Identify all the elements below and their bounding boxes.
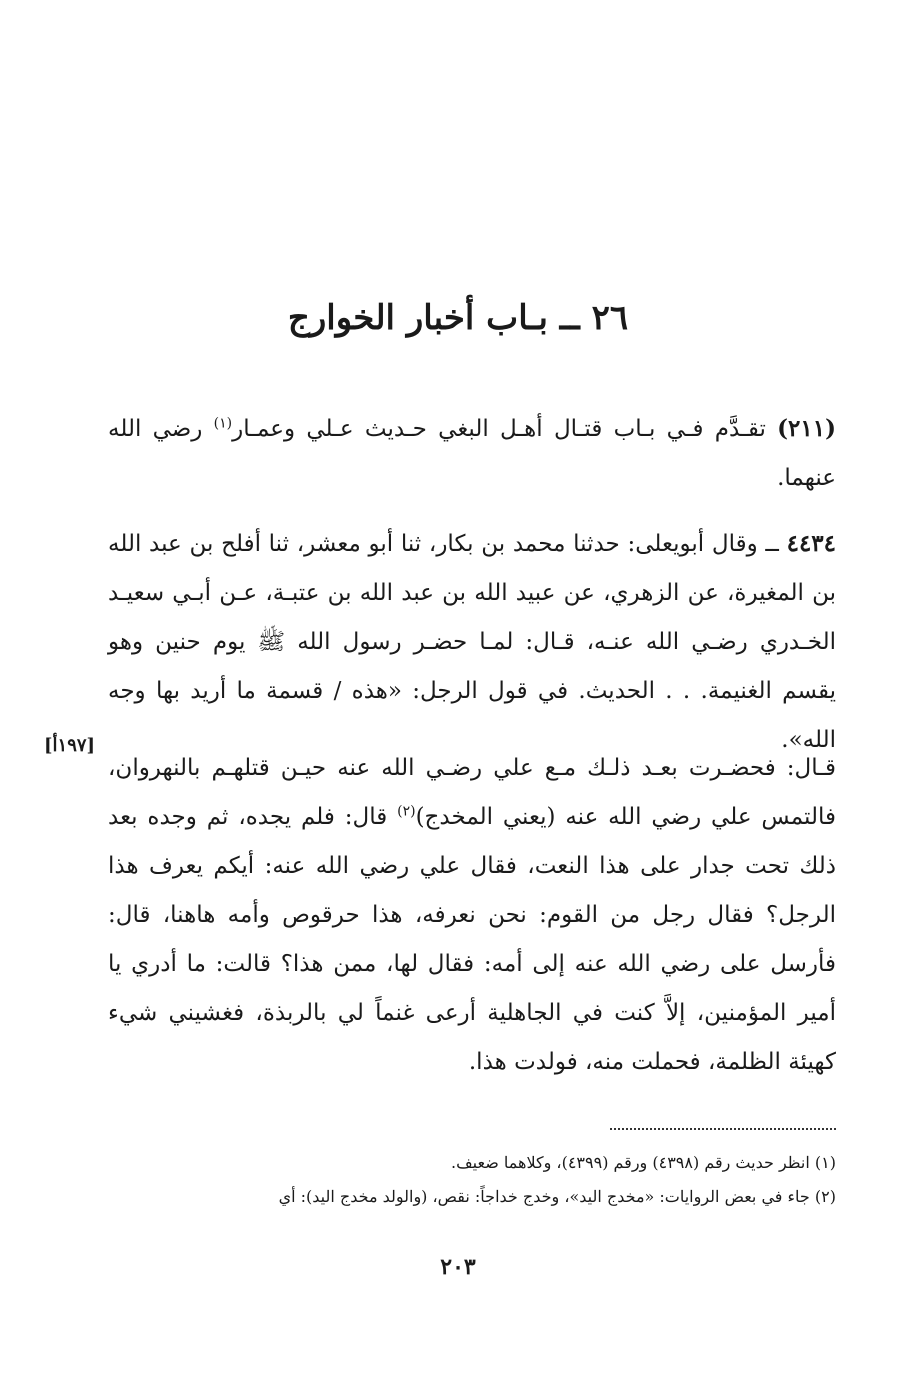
footnote-separator (610, 1128, 836, 1140)
intro-number: (٢١١) (777, 415, 836, 442)
hadith-text: ــ وقال أبويعلى: حدثنا محمد بن بكار، ثنا أبو معشر، ثنا أفلح بن عبد الله بن المغيرة، عن الزهري، عن عبيد الله بن عبد الله بن عتبـة، عـن أبـي سعيـد الخـدري رضـي الله عنـه، قـال: لمـا حضـر رسول الله ﷺ يوم حنين وهو يقسم الغنيمة. . . الحديث. في قول الرجل: «هذه / قسمة ما أريد بها وجه الله». (108, 531, 836, 753)
footnote-ref-2[interactable]: (٢) (397, 803, 416, 820)
footnote-ref-1[interactable]: (١) (213, 415, 233, 432)
footnote-number: (١) (814, 1153, 836, 1172)
manuscript-folio-ref: [١٩٧أ] (44, 735, 96, 756)
footnote-1 (108, 1146, 836, 1180)
page-number: ٢٠٣ (440, 1254, 476, 1280)
story-text-end: قال: فلم يجده، ثم وجده بعد ذلك تحت جدار على هذا النعت، فقال علي رضي الله عنه: أيكم يعرف هذا الرجل؟ فقال رجل من القوم: نحن نعرفه، هذا حرقوص وأمه هاهنا، قال: فأرسل على رضي الله عنه إلى أمه: فقال لها، ممن هذا؟ قالت: ما أدري يا أمير المؤمنين، إلاَّ كنت في الجاهلية أرعى غنماً لي بالربذة، فغشيني شيء كهيئة الظلمة، فحملت منه، فولدت هذا. (108, 804, 836, 1075)
story-paragraph (108, 744, 836, 1087)
intro-paragraph (108, 404, 836, 503)
footnote-number: (٢) (814, 1187, 836, 1206)
story-text: قـال: فحضـرت بعـد ذلـك مـع علي رضـي الله عنه حيـن قتلهـم بالنهروان، فالتمس علي رضي الله عنه (يعني المخدج) (108, 755, 837, 830)
footnote-2 (108, 1180, 836, 1214)
intro-text-end: رضي الله عنهما. (108, 416, 836, 491)
footnote-text: جاء في بعض الروايات: «مخدج اليد»، وخدج خداجاً: نقص، (والولد مخدج اليد): أي (278, 1187, 810, 1206)
hadith-paragraph (108, 519, 836, 765)
chapter-title: ٢٦ ــ بـاب أخبار الخوارج (287, 298, 629, 338)
intro-text: تقـدَّم فـي بـاب قتـال أهـل البغي حـديث عـلي وعمـار (232, 416, 766, 442)
hadith-number: ٤٤٣٤ (786, 530, 837, 557)
footnote-text: انظر حديث رقم (٤٣٩٨) ورقم (٤٣٩٩)، وكلاهما ضعيف. (451, 1153, 810, 1172)
footnotes (108, 1146, 836, 1214)
